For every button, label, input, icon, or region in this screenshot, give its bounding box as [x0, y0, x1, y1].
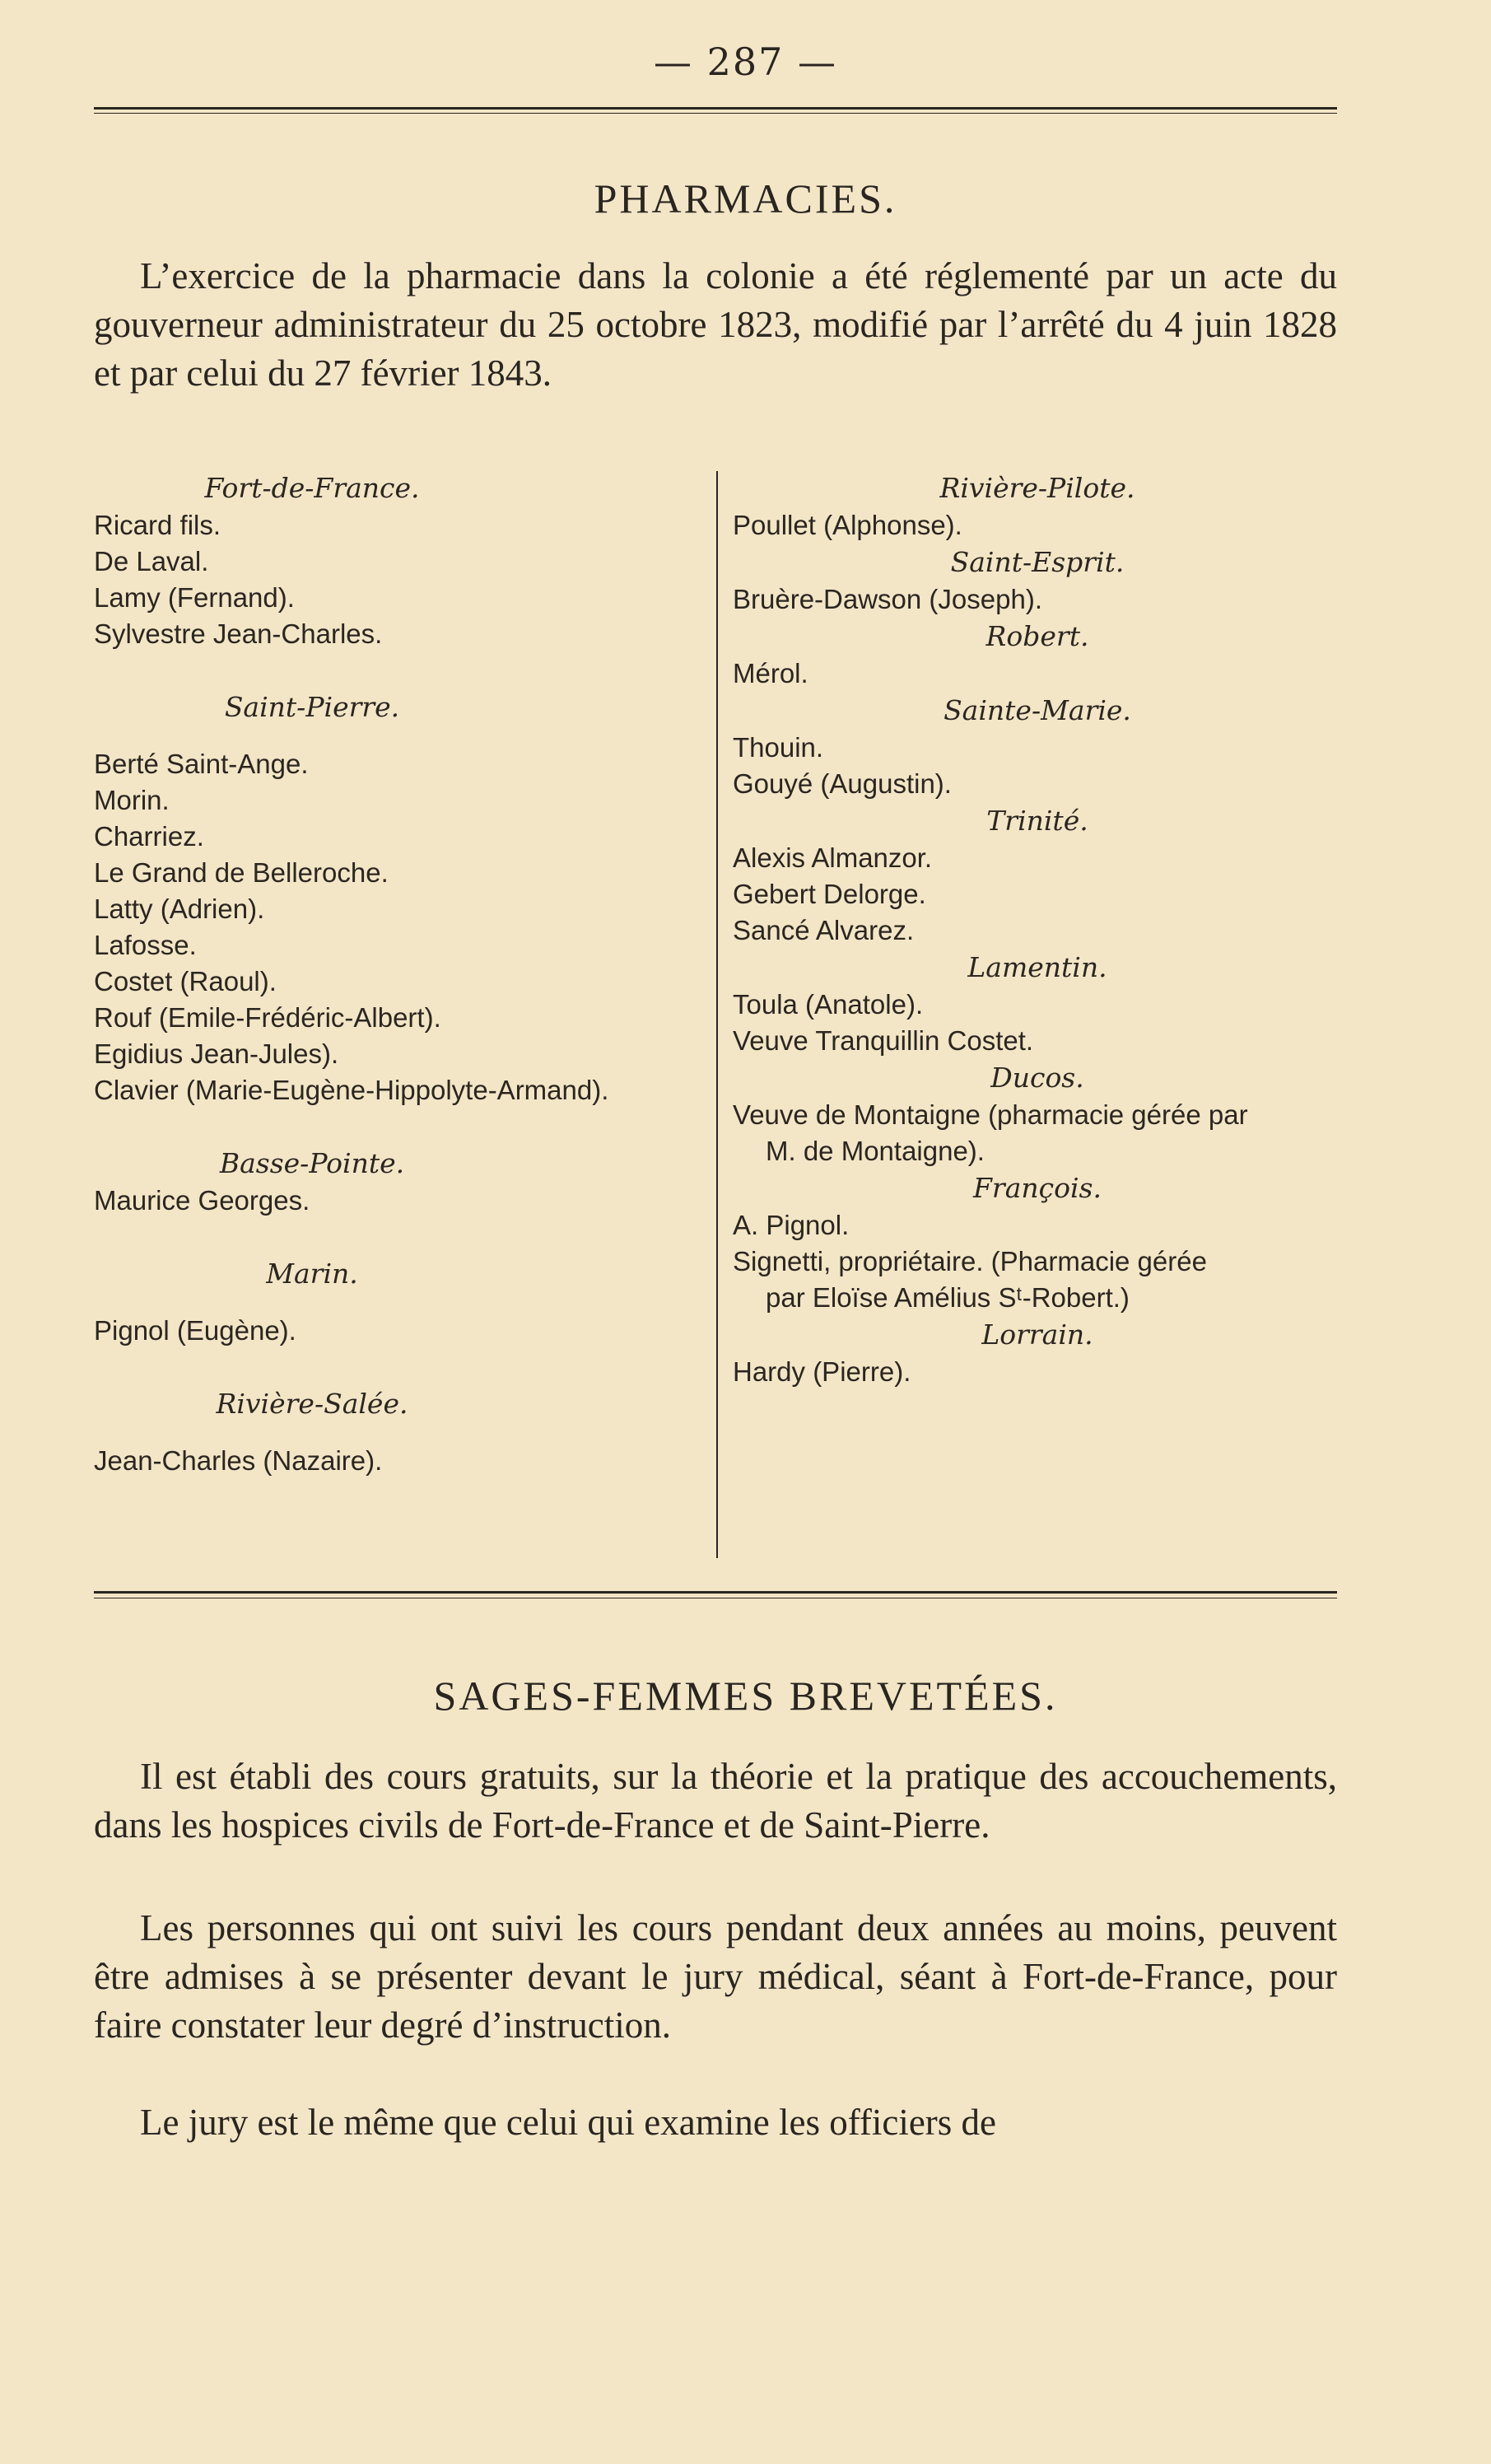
locality-robert — [733, 618, 1342, 692]
locality-name: Robert. — [985, 620, 1089, 652]
sages-femmes-paragraph-1 — [94, 1752, 1337, 1850]
locality-francois — [733, 1169, 1342, 1316]
locality-lamentin — [733, 949, 1342, 1059]
locality-fort-de-france — [94, 469, 711, 652]
pharmacist-entry: M. de Montaigne). — [766, 1136, 985, 1166]
locality-name: François. — [973, 1172, 1102, 1204]
locality-saint-pierre — [94, 688, 711, 1108]
pharmacies-intro-text: L’exercice de la pharmacie dans la colonie a été réglementé par un acte du gouverneur administrateur du 25 octobre 1823, modifié par l’arrêté du 4 juin 1828 et par celui du 27 février 1843. — [94, 255, 1337, 394]
pharmacist-entry: Sylvestre Jean-Charles. — [94, 618, 383, 649]
locality-name: Marin. — [266, 1258, 358, 1290]
locality-riviere-pilote — [733, 469, 1342, 544]
locality-ducos — [733, 1059, 1342, 1169]
pharmacies-intro — [94, 252, 1337, 398]
pharmacist-entry: Sancé Alvarez. — [733, 915, 915, 945]
locality-name: Saint-Esprit. — [950, 546, 1125, 578]
pharmacist-entry: Veuve de Montaigne (pharmacie gérée par — [733, 1099, 1248, 1130]
header-rule — [94, 107, 1337, 110]
section-rule — [94, 1591, 1337, 1594]
locality-riviere-salee — [94, 1385, 711, 1479]
locality-sainte-marie — [733, 692, 1342, 802]
locality-trinite — [733, 802, 1342, 949]
pharmacist-entry: Charriez. — [94, 821, 204, 852]
pharmacist-entry: Veuve Tranquillin Costet. — [733, 1025, 1034, 1056]
locality-name: Lorrain. — [981, 1318, 1093, 1351]
pharmacies-right-column — [733, 469, 1342, 1390]
locality-name: Basse-Pointe. — [219, 1147, 405, 1179]
locality-name: Trinité. — [986, 805, 1088, 837]
pharmacist-entry: Le Grand de Belleroche. — [94, 857, 389, 888]
pharmacist-entry: Lafosse. — [94, 930, 197, 960]
column-divider — [716, 471, 718, 1558]
header-rule-thin — [94, 113, 1337, 114]
pharmacist-entry: Latty (Adrien). — [94, 894, 265, 924]
pharmacist-entry: Jean-Charles (Nazaire). — [94, 1445, 383, 1476]
pharmacist-entry: A. Pignol. — [733, 1210, 850, 1240]
pharmacist-entry: Costet (Raoul). — [94, 966, 277, 996]
locality-name: Rivière-Salée. — [216, 1388, 408, 1420]
paragraph-text: Il est établi des cours gratuits, sur la théorie et la pratique des accouchements, dans les hospices civils de Fort-de-France et de Saint-Pierre. — [94, 1756, 1337, 1846]
pharmacist-entry: Berté Saint-Ange. — [94, 749, 309, 779]
pharmacist-entry: Toula (Anatole). — [733, 989, 924, 1020]
sages-femmes-paragraph-2 — [94, 1904, 1337, 2050]
page-number: — 287 — — [653, 40, 838, 84]
pharmacist-entry: Morin. — [94, 785, 170, 815]
pharmacist-entry: Poullet (Alphonse). — [733, 510, 962, 540]
pharmacist-entry: Ricard fils. — [94, 510, 221, 540]
locality-saint-esprit — [733, 544, 1342, 618]
locality-name: Lamentin. — [967, 951, 1107, 983]
pharmacist-entry: Alexis Almanzor. — [733, 842, 933, 873]
pharmacist-entry: Pignol (Eugène). — [94, 1315, 296, 1346]
locality-marin — [94, 1255, 711, 1349]
pharmacies-left-column — [94, 469, 711, 1479]
pharmacist-entry: Hardy (Pierre). — [733, 1356, 911, 1387]
paragraph-text: Les personnes qui ont suivi les cours pendant deux années au moins, peuvent être admises à se présenter devant le jury médical, séant à Fort-de-France, pour faire constater leur degré d’instruction. — [94, 1907, 1337, 2046]
sages-femmes-paragraph-3 — [94, 2098, 1337, 2147]
locality-basse-pointe — [94, 1145, 711, 1219]
pharmacist-entry: Bruère-Dawson (Joseph). — [733, 584, 1042, 614]
locality-name: Ducos. — [990, 1062, 1084, 1094]
pharmacist-entry: Lamy (Fernand). — [94, 582, 295, 613]
locality-name: Saint-Pierre. — [224, 691, 400, 723]
pharmacist-entry: Gouyé (Augustin). — [733, 768, 952, 799]
pharmacist-entry: par Eloïse Amélius Sᵗ-Robert.) — [766, 1282, 1130, 1313]
locality-name: Fort-de-France. — [204, 472, 420, 504]
pharmacist-entry: Thouin. — [733, 732, 824, 763]
locality-name: Sainte-Marie. — [944, 694, 1131, 726]
pharmacist-entry: Clavier (Marie-Eugène-Hippolyte-Armand). — [94, 1075, 609, 1105]
pharmacist-entry: Gebert Delorge. — [733, 879, 926, 909]
pharmacies-title: PHARMACIES. — [594, 175, 897, 222]
locality-lorrain — [733, 1316, 1342, 1390]
locality-name: Rivière-Pilote. — [939, 472, 1135, 504]
paragraph-text: Le jury est le même que celui qui examine les officiers de — [140, 2102, 997, 2143]
pharmacist-entry: Signetti, propriétaire. (Pharmacie gérée — [733, 1246, 1207, 1276]
pharmacist-entry: Mérol. — [733, 658, 808, 688]
pharmacist-entry: Rouf (Emile-Frédéric-Albert). — [94, 1002, 441, 1033]
pharmacist-entry: De Laval. — [94, 546, 209, 576]
sages-femmes-title: SAGES-FEMMES BREVETÉES. — [433, 1673, 1058, 1719]
pharmacist-entry: Maurice Georges. — [94, 1185, 310, 1216]
pharmacist-entry: Egidius Jean-Jules). — [94, 1038, 339, 1069]
